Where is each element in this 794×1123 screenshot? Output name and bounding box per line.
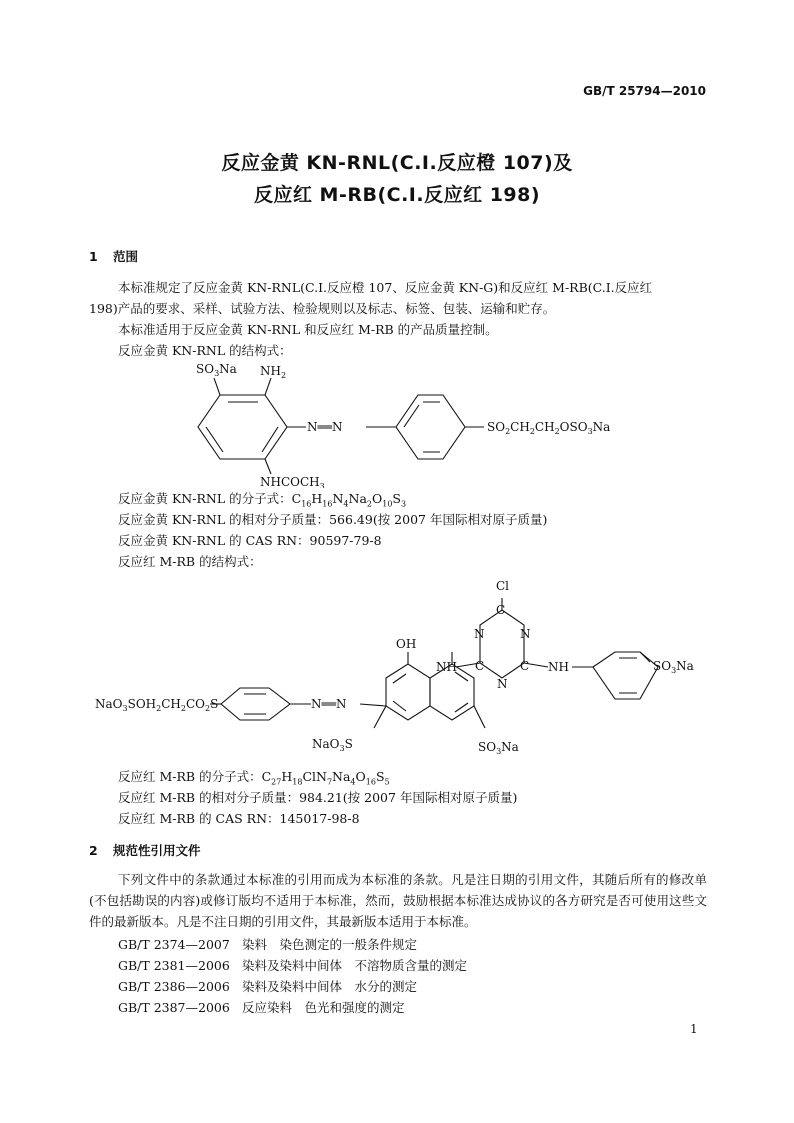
mrb-left-so3na-bond [374, 706, 386, 728]
kn-formula-line [118, 489, 406, 509]
kn-so3na-bond [214, 378, 220, 395]
reference-item [118, 977, 417, 995]
kn-nhcoch3-label: $NHCOCH_3$ [260, 475, 325, 488]
kn-left-ring [198, 395, 287, 459]
kn-rnl-structure-diagram [190, 358, 620, 488]
mrb-naphthalene-double-bond [393, 674, 406, 683]
mrb-triazine-n-bottom: N [497, 677, 508, 691]
mrb-triazine-n-left: N [474, 627, 485, 641]
standard-code: GB/T 25794—2010 [583, 84, 706, 98]
section2-heading [89, 841, 201, 859]
section1-number: 1 [89, 249, 98, 264]
mrb-right-phenyl-ring [593, 652, 658, 699]
reference-code: GB/T 2374—2007 [118, 937, 230, 952]
section1-heading [89, 247, 138, 265]
reference-item [118, 998, 405, 1016]
kn-left-ring-double-bond [206, 427, 223, 452]
reference-item [118, 956, 467, 974]
mrb-structure-label: 反应红 M-RB 的结构式： [118, 554, 262, 569]
mrb-naphthalene-left-ring [386, 664, 430, 720]
kn-formula-label: 反应金黄 KN-RNL 的分子式： [118, 491, 292, 506]
document-title-line2: 反应红 M-RB(C.I.反应红 198) [253, 184, 541, 206]
mrb-right-so3na-label: $SO_3Na$ [653, 659, 694, 675]
section2-number: 2 [89, 843, 98, 858]
mrb-azo-naphthalene-bond [360, 704, 386, 706]
normative-references-paragraph: 下列文件中的条款通过本标准的引用而成为本标准的条款。凡是注日期的引用文件，其随后所有的修改单(不包括勘误的内容)或修订版均不适用于本标准，然而，鼓励根据本标准达成协议的各方研究是否可使用这些文件的最新版本。凡是不注日期的引用文件，其最新版本适用于本标准。 [89, 872, 707, 929]
mrb-left-so3na-label: NaO$_3$S [312, 737, 353, 753]
kn-nh2-bond [265, 378, 271, 395]
mrb-cl-label: Cl [496, 579, 510, 593]
mrb-azo-label: N══N [311, 697, 347, 711]
kn-nhcoch3-bond [265, 459, 271, 474]
mrb-naphthalene-double-bond [393, 701, 406, 711]
reference-title: 反应染料 色光和强度的测定 [242, 1000, 405, 1015]
mrb-triazine-c-top: C [496, 603, 506, 617]
section1-title: 范围 [113, 249, 139, 264]
mrb-left-phenyl-ring [221, 688, 290, 720]
kn-cas-number: 反应金黄 KN-RNL 的 CAS RN：90597-79-8 [118, 533, 382, 548]
scope-para2: 本标准适用于反应金黄 KN-RNL 和反应红 M-RB 的产品质量控制。 [118, 322, 498, 337]
kn-right-ring-double-bond [404, 405, 419, 427]
mrb-triazine-c-left: C [475, 659, 485, 673]
kn-formula: $C_{16}H_{16}N_4Na_2O_{10}S_3$ [291, 491, 407, 509]
mrb-triazine-n-right: N [520, 627, 531, 641]
kn-azo-label: N══N [307, 420, 343, 434]
kn-nh2-label: $NH_2$ [260, 364, 287, 380]
mrb-nh-right-label: NH [548, 660, 569, 674]
kn-so3na-label: $SO_3Na$ [196, 362, 237, 378]
kn-molecular-mass: 反应金黄 KN-RNL 的相对分子质量：566.49(按 2007 年国际相对原子质量) [118, 512, 548, 527]
reference-code: GB/T 2387—2006 [118, 1000, 230, 1015]
m-rb-structure-diagram [90, 570, 710, 765]
mrb-right-so3na-bond [640, 652, 650, 662]
mrb-bottom-so3na-bond [474, 706, 485, 728]
kn-structure-label: 反应金黄 KN-RNL 的结构式： [118, 343, 292, 358]
kn-left-ring-double-bond [262, 427, 278, 452]
reference-title: 染料及染料中间体 水分的测定 [242, 979, 418, 994]
reference-item [118, 935, 417, 953]
reference-code: GB/T 2386—2006 [118, 979, 230, 994]
mrb-molecular-mass: 反应红 M-RB 的相对分子质量：984.21(按 2007 年国际相对原子质量) [118, 790, 518, 805]
document-title-line1: 反应金黄 KN-RNL(C.I.反应橙 107)及 [221, 152, 573, 174]
kn-tail-label: $SO_2CH_2CH_2OSO_3Na$ [487, 420, 611, 436]
mrb-triazine-c-right: C [520, 659, 530, 673]
mrb-triazine-ring [480, 610, 524, 678]
mrb-formula: $C_{27}H_{18}ClN_7Na_4O_{16}S_5$ [261, 769, 390, 787]
reference-title: 染料 染色测定的一般条件规定 [242, 937, 418, 952]
mrb-bottom-so3na-label: $SO_3Na$ [478, 740, 519, 756]
reference-title: 染料及染料中间体 不溶物质含量的测定 [242, 958, 468, 973]
mrb-left-chain-label: $NaO_3SOH_2CH_2CO_2S$ [95, 697, 219, 713]
page-number: 1 [690, 1022, 698, 1036]
reference-code: GB/T 2381—2006 [118, 958, 230, 973]
section2-title: 规范性引用文件 [113, 843, 201, 858]
scope-para1-line2: 198)产品的要求、采样、试验方法、检验规则以及标志、标签、包装、运输和贮存。 [89, 301, 556, 316]
mrb-formula-label: 反应红 M-RB 的分子式： [118, 769, 262, 784]
mrb-oh-label: OH [396, 637, 417, 651]
mrb-formula-line [118, 767, 390, 787]
kn-right-ring [396, 395, 465, 459]
scope-para1-line1: 本标准规定了反应金黄 KN-RNL(C.I.反应橙 107、反应金黄 KN-G)和反应红 M-RB(C.I.反应红 [118, 280, 653, 295]
mrb-nh-left-label: NH [436, 660, 457, 674]
mrb-cas-number: 反应红 M-RB 的 CAS RN：145017-98-8 [118, 811, 360, 826]
